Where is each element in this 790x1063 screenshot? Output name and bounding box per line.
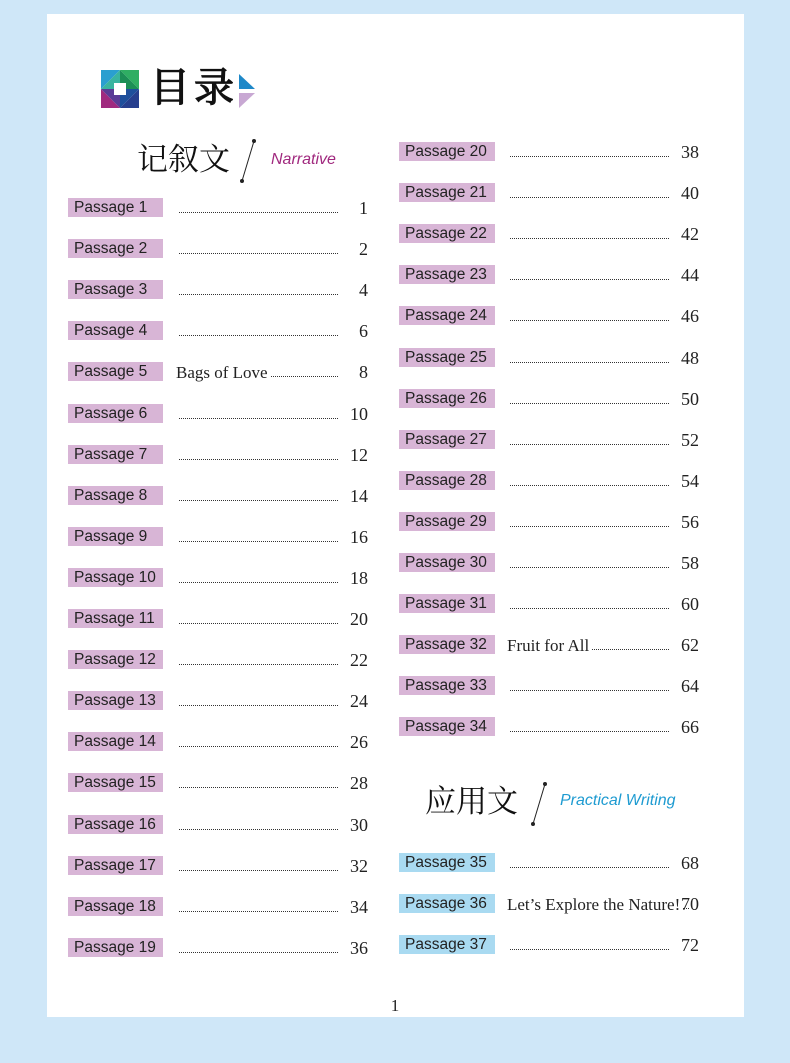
dot-leader	[510, 608, 669, 609]
toc-leader	[176, 319, 340, 343]
dot-leader	[510, 197, 669, 198]
passage-label: Passage 31	[399, 594, 495, 613]
dot-leader	[510, 526, 669, 527]
toc-entry[interactable]	[68, 936, 370, 960]
toc-leader	[507, 140, 671, 164]
toc-logo-icon	[101, 70, 139, 108]
toc-leader	[507, 592, 671, 616]
dot-leader	[179, 212, 338, 213]
page-number: 1	[390, 996, 400, 1015]
dot-leader	[510, 867, 669, 868]
dot-leader	[179, 664, 338, 665]
toc-leader	[176, 525, 340, 549]
toc-leader	[507, 715, 671, 739]
page-ref: 12	[350, 445, 368, 465]
page-ref: 6	[359, 321, 368, 341]
page-ref: 62	[681, 635, 699, 655]
page-ref: 72	[681, 935, 699, 955]
dot-leader	[179, 829, 338, 830]
passage-label: Passage 28	[399, 471, 495, 490]
toc-leader	[176, 196, 340, 220]
dot-leader	[179, 911, 338, 912]
toc-entry[interactable]	[399, 222, 701, 246]
toc-leader	[176, 895, 340, 919]
passage-label: Passage 20	[399, 142, 495, 161]
passage-label: Passage 30	[399, 553, 495, 572]
toc-entry[interactable]	[68, 771, 370, 795]
toc-leader	[176, 936, 340, 960]
toc-leader	[507, 633, 671, 657]
passage-label: Passage 12	[68, 650, 163, 669]
toc-leader	[176, 402, 340, 426]
dot-leader	[179, 623, 338, 624]
page-ref: 58	[681, 553, 699, 573]
passage-label: Passage 15	[68, 773, 163, 792]
page-ref: 70	[681, 894, 699, 914]
toc-leader	[507, 263, 671, 287]
toc-entry[interactable]	[68, 278, 370, 302]
toc-entry[interactable]	[68, 566, 370, 590]
toc-leader	[507, 892, 681, 916]
page-ref: 26	[350, 732, 368, 752]
page-ref: 1	[359, 198, 368, 218]
toc-entry[interactable]	[399, 263, 701, 287]
page-ref: 34	[350, 897, 368, 917]
dot-leader	[179, 746, 338, 747]
passage-label: Passage 24	[399, 306, 495, 325]
toc-leader	[176, 607, 340, 631]
toc-entry[interactable]	[68, 895, 370, 919]
page-ref: 18	[350, 568, 368, 588]
title-arrow-icon	[239, 74, 259, 110]
passage-label: Passage 25	[399, 348, 495, 367]
passage-label: Passage 10	[68, 568, 163, 587]
toc-entry[interactable]	[68, 484, 370, 508]
dot-leader	[510, 690, 669, 691]
page-ref: 14	[350, 486, 368, 506]
page-ref: 22	[350, 650, 368, 670]
practical-heading-en: Practical Writing	[560, 792, 676, 809]
toc-entry[interactable]	[68, 402, 370, 426]
toc-entry[interactable]	[399, 181, 701, 205]
toc-leader	[176, 484, 340, 508]
toc-leader	[176, 566, 340, 590]
toc-entry[interactable]	[68, 443, 370, 467]
passage-label: Passage 5	[68, 362, 163, 381]
page-ref: 28	[350, 773, 368, 793]
passage-label: Passage 1	[68, 198, 163, 217]
dot-leader	[510, 731, 669, 732]
passage-label: Passage 4	[68, 321, 163, 340]
passage-label: Passage 7	[68, 445, 163, 464]
page-ref: 68	[681, 853, 699, 873]
page-ref: 52	[681, 430, 699, 450]
narrative-slash-icon	[237, 137, 257, 185]
dot-leader	[510, 279, 669, 280]
toc-leader	[176, 360, 340, 384]
toc-leader	[507, 222, 671, 246]
passage-label: Passage 35	[399, 853, 495, 872]
toc-entry[interactable]	[399, 304, 701, 328]
page-ref: 16	[350, 527, 368, 547]
toc-leader	[176, 854, 340, 878]
toc-leader	[507, 674, 671, 698]
toc-entry[interactable]	[399, 428, 701, 452]
page-ref: 48	[681, 348, 699, 368]
page-ref: 24	[350, 691, 368, 711]
page-ref: 2	[359, 239, 368, 259]
toc-leader	[507, 181, 671, 205]
dot-leader	[510, 444, 669, 445]
toc-entry[interactable]	[68, 196, 370, 220]
toc-entry[interactable]	[399, 551, 701, 575]
passage-label: Passage 19	[68, 938, 163, 957]
dot-leader	[510, 485, 669, 486]
passage-title: Let’s Explore the Nature!	[507, 895, 681, 914]
passage-label: Passage 17	[68, 856, 163, 875]
page-ref: 50	[681, 389, 699, 409]
toc-entry[interactable]	[68, 360, 370, 384]
toc-leader	[176, 443, 340, 467]
dot-leader	[179, 787, 338, 788]
page-ref: 38	[681, 142, 699, 162]
page-ref: 46	[681, 306, 699, 326]
toc-entry[interactable]	[399, 469, 701, 493]
dot-leader	[179, 294, 338, 295]
toc-entry[interactable]	[399, 633, 701, 657]
dot-leader	[510, 362, 669, 363]
toc-leader	[507, 469, 671, 493]
passage-label: Passage 13	[68, 691, 163, 710]
toc-entry[interactable]	[68, 813, 370, 837]
passage-label: Passage 18	[68, 897, 163, 916]
page-ref: 56	[681, 512, 699, 532]
passage-label: Passage 23	[399, 265, 495, 284]
dot-leader	[271, 376, 338, 377]
passage-label: Passage 8	[68, 486, 163, 505]
dot-leader	[510, 320, 669, 321]
passage-label: Passage 27	[399, 430, 495, 449]
passage-label: Passage 14	[68, 732, 163, 751]
toc-leader	[507, 510, 671, 534]
toc-entry[interactable]	[68, 854, 370, 878]
toc-leader	[507, 304, 671, 328]
toc-title: 目录	[150, 64, 238, 111]
passage-label: Passage 9	[68, 527, 163, 546]
toc-entry[interactable]	[399, 892, 701, 916]
passage-label: Passage 32	[399, 635, 495, 654]
toc-leader	[507, 551, 671, 575]
dot-leader	[179, 500, 338, 501]
toc-leader	[507, 387, 671, 411]
practical-slash-icon	[528, 780, 548, 828]
toc-leader	[507, 851, 671, 875]
dot-leader	[510, 949, 669, 950]
toc-leader	[176, 648, 340, 672]
passage-label: Passage 2	[68, 239, 163, 258]
toc-entry[interactable]	[399, 346, 701, 370]
toc-entry[interactable]	[399, 140, 701, 164]
passage-label: Passage 36	[399, 894, 495, 913]
page-ref: 8	[359, 362, 368, 382]
toc-entry[interactable]	[399, 851, 701, 875]
toc-leader	[507, 933, 671, 957]
dot-leader	[179, 952, 338, 953]
dot-leader	[179, 541, 338, 542]
toc-entry[interactable]	[399, 592, 701, 616]
toc-entry[interactable]	[399, 387, 701, 411]
dot-leader	[179, 335, 338, 336]
toc-leader	[507, 346, 671, 370]
passage-label: Passage 16	[68, 815, 163, 834]
toc-leader	[176, 278, 340, 302]
toc-entry[interactable]	[68, 730, 370, 754]
toc-leader	[176, 771, 340, 795]
passage-label: Passage 33	[399, 676, 495, 695]
passage-label: Passage 34	[399, 717, 495, 736]
toc-leader	[176, 813, 340, 837]
page-ref: 60	[681, 594, 699, 614]
dot-leader	[510, 238, 669, 239]
page-ref: 4	[359, 280, 368, 300]
page-ref: 54	[681, 471, 699, 491]
passage-label: Passage 6	[68, 404, 163, 423]
dot-leader	[510, 567, 669, 568]
page-ref: 10	[350, 404, 368, 424]
passage-title: Fruit for All	[507, 636, 590, 655]
passage-title: Bags of Love	[176, 363, 268, 382]
toc-entry[interactable]	[68, 689, 370, 713]
page-ref: 36	[350, 938, 368, 958]
dot-leader	[179, 582, 338, 583]
dot-leader	[510, 156, 669, 157]
dot-leader	[510, 403, 669, 404]
page-ref: 64	[681, 676, 699, 696]
passage-label: Passage 29	[399, 512, 495, 531]
passage-label: Passage 26	[399, 389, 495, 408]
toc-leader	[176, 689, 340, 713]
toc-entry[interactable]	[68, 237, 370, 261]
dot-leader	[179, 459, 338, 460]
passage-label: Passage 37	[399, 935, 495, 954]
dot-leader	[592, 649, 669, 650]
page-ref: 40	[681, 183, 699, 203]
page-ref: 30	[350, 815, 368, 835]
page-ref: 66	[681, 717, 699, 737]
dot-leader	[179, 705, 338, 706]
toc-entry[interactable]	[68, 648, 370, 672]
passage-label: Passage 3	[68, 280, 163, 299]
practical-heading-cn: 应用文	[425, 784, 518, 820]
toc-entry[interactable]	[68, 525, 370, 549]
page-ref: 42	[681, 224, 699, 244]
toc-entry[interactable]	[68, 319, 370, 343]
dot-leader	[179, 870, 338, 871]
toc-entry[interactable]	[399, 510, 701, 534]
page-ref: 20	[350, 609, 368, 629]
narrative-heading-cn: 记叙文	[137, 142, 230, 178]
passage-label: Passage 21	[399, 183, 495, 202]
page-ref: 44	[681, 265, 699, 285]
toc-leader	[176, 730, 340, 754]
toc-leader	[176, 237, 340, 261]
passage-label: Passage 22	[399, 224, 495, 243]
narrative-heading-en: Narrative	[271, 151, 336, 168]
toc-entry[interactable]	[399, 715, 701, 739]
dot-leader	[179, 253, 338, 254]
passage-label: Passage 11	[68, 609, 163, 628]
page-ref: 32	[350, 856, 368, 876]
toc-leader	[507, 428, 671, 452]
toc-entry[interactable]	[399, 674, 701, 698]
dot-leader	[179, 418, 338, 419]
toc-entry[interactable]	[399, 933, 701, 957]
toc-entry[interactable]	[68, 607, 370, 631]
